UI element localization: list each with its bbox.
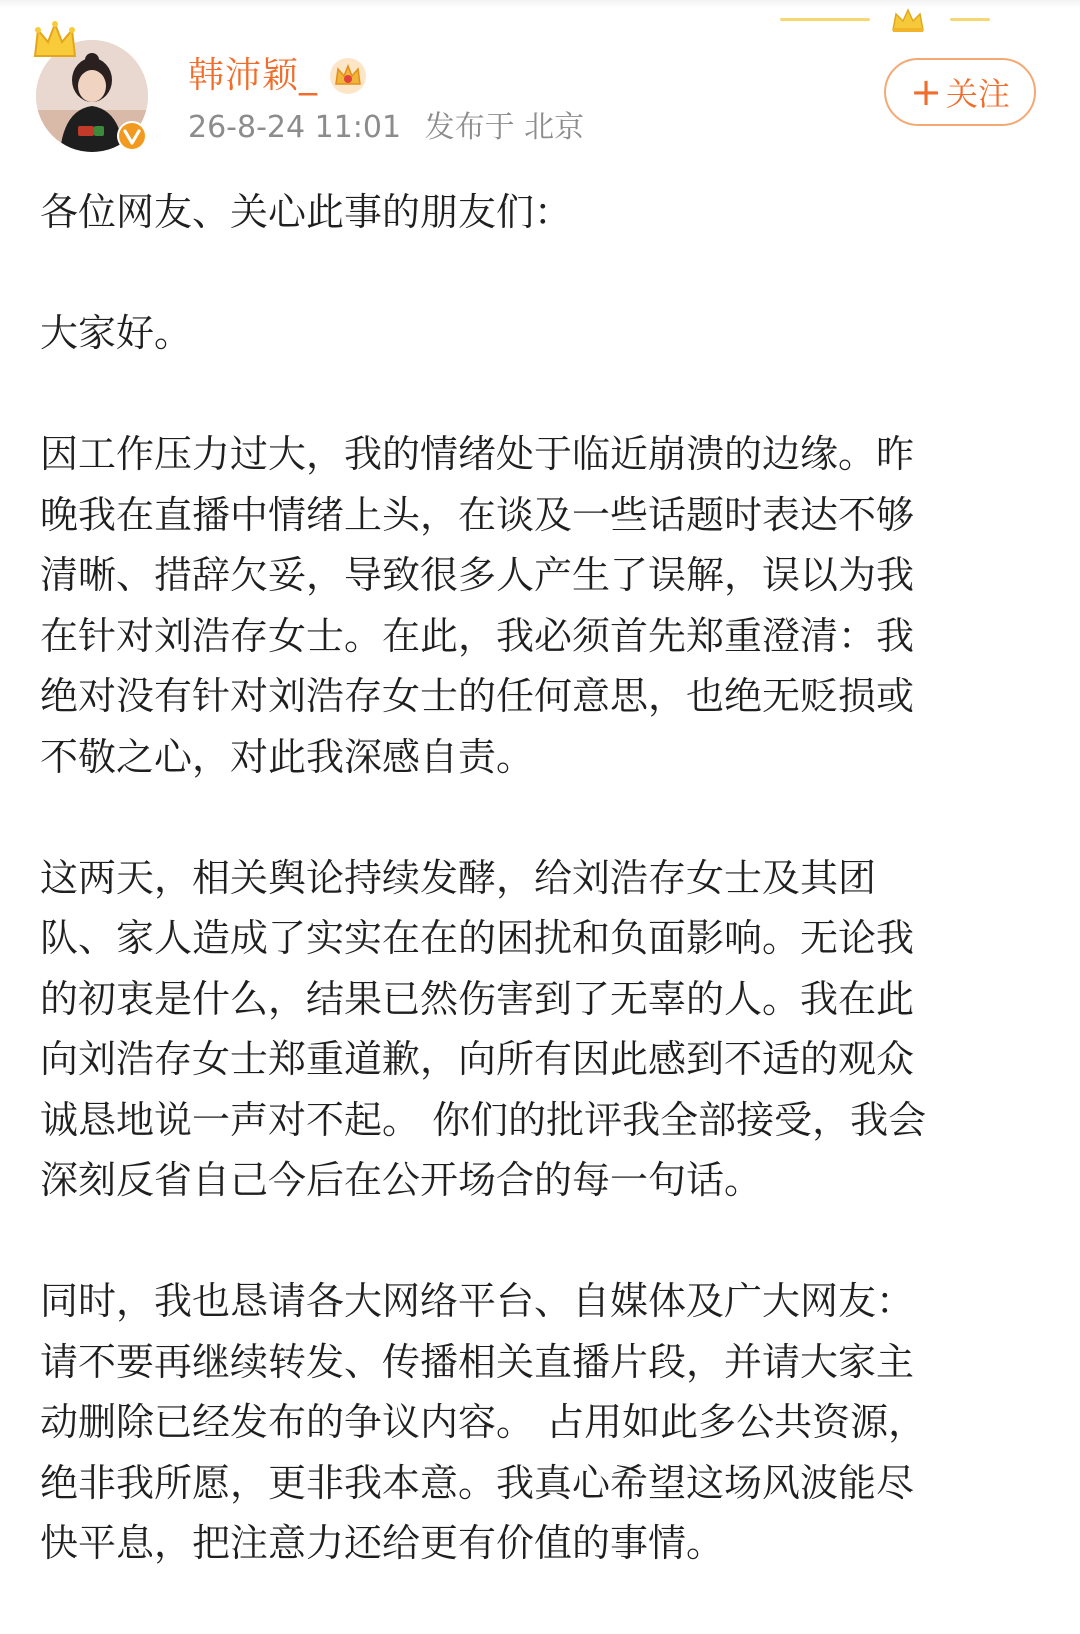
paragraph-request <box>40 1271 1050 1574</box>
text-line: 队、家人造成了实实在在的困扰和负面影响。无论我 <box>40 916 915 960</box>
text-line: 不敬之心，对此我深感自责。 <box>40 734 535 779</box>
text-line: 大家好。 <box>40 311 193 355</box>
text-line: 这两天，相关舆论持续发酵，给刘浩存女士及其团 <box>40 855 877 900</box>
text-line: 同时，我也恳请各大网络平台、自媒体及广大网友： <box>40 1279 915 1323</box>
decor-line-left <box>780 18 870 21</box>
text-line: 深刻反省自己今后在公开场合的每一句话。 <box>40 1158 763 1202</box>
text-line: 的初衷是什么，结果已然伤害到了无辜的人。我在此 <box>40 976 915 1021</box>
crown-vip-icon[interactable] <box>328 56 368 96</box>
paragraph-apology <box>40 848 1050 1211</box>
text-line: 绝对没有针对刘浩存女士的任何意思，也绝无贬损或 <box>40 674 915 718</box>
text-line: 清晰、措辞欠妥，导致很多人产生了误解，误以为我 <box>40 553 915 597</box>
follow-label: 关注 <box>945 75 1010 113</box>
text-line: 绝非我所愿，更非我本意。我真心希望这场风波能尽 <box>40 1460 915 1505</box>
username-row <box>188 52 368 100</box>
crown-icon <box>30 18 80 62</box>
text-line: 因工作压力过大，我的情绪处于临近崩溃的边缘。昨 <box>40 432 915 476</box>
post-meta <box>188 108 584 148</box>
post-timestamp: 26-8-24 11:01 <box>188 110 402 145</box>
text-line: 诚恳地说一声对不起。 你们的批评我全部接受，我会 <box>40 1097 927 1142</box>
avatar-container[interactable] <box>36 40 148 152</box>
post-body <box>40 182 1050 1634</box>
text-line: 动删除已经发布的争议内容。 占用如此多公共资源， <box>40 1400 927 1444</box>
decor-line-right <box>950 18 990 21</box>
post-location: 发布于 北京 <box>424 110 585 145</box>
text-line: 快平息，把注意力还给更有价值的事情。 <box>40 1521 725 1565</box>
plus-icon: + <box>910 70 942 114</box>
paragraph-greeting <box>40 303 1050 364</box>
text-line: 向刘浩存女士郑重道歉，向所有因此感到不适的观众 <box>40 1037 915 1081</box>
paragraph-clarification <box>40 424 1050 787</box>
verified-v-icon <box>116 120 148 152</box>
follow-button[interactable] <box>884 58 1036 126</box>
text-line: 各位网友、关心此事的朋友们： <box>40 190 573 234</box>
text-line: 在针对刘浩存女士。在此，我必须首先郑重澄清：我 <box>40 613 915 658</box>
text-line: 请不要再继续转发、传播相关直播片段，并请大家主 <box>40 1339 915 1384</box>
username[interactable]: 韩沛颖_ <box>188 55 319 96</box>
paragraph-greeting-recipients <box>40 182 1050 243</box>
crown-decor-icon <box>890 6 926 34</box>
text-line: 晚我在直播中情绪上头，在谈及一些话题时表达不够 <box>40 492 915 537</box>
